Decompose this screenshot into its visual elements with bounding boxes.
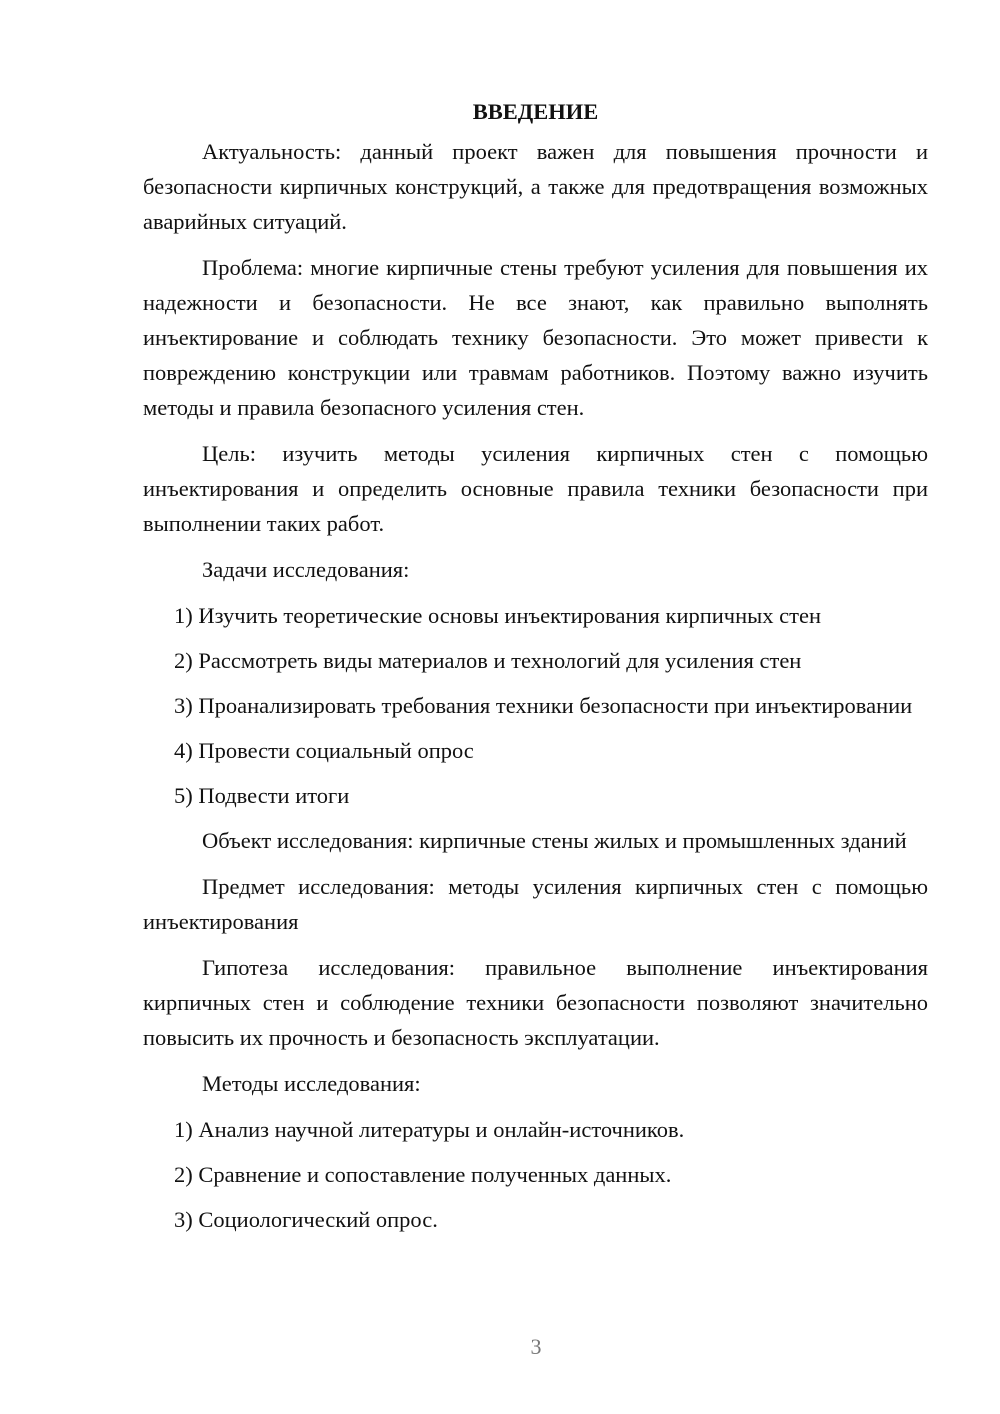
task-item: 4) Провести социальный опрос — [174, 738, 474, 763]
method-item: 2) Сравнение и сопоставление полученных данных. — [174, 1162, 672, 1187]
method-item: 3) Социологический опрос. — [174, 1207, 438, 1232]
tasks-heading: Задачи исследования: — [202, 557, 410, 582]
paragraph-goal: Цель: изучить методы усиления кирпичных стен с помощью инъектирования и определить основные правила техники безопасности при выполнении таких работ. — [143, 441, 928, 536]
page-title: ВВЕДЕНИЕ — [472, 99, 599, 124]
methods-heading: Методы исследования: — [202, 1071, 421, 1096]
paragraph-subject: Предмет исследования: методы усиления кирпичных стен с помощью инъектирования — [143, 874, 928, 934]
paragraph-object: Объект исследования: кирпичные стены жилых и промышленных зданий — [202, 828, 907, 853]
method-item: 1) Анализ научной литературы и онлайн-источников. — [174, 1117, 685, 1142]
task-item: 1) Изучить теоретические основы инъектирования кирпичных стен — [174, 603, 822, 628]
paragraph-problem: Проблема: многие кирпичные стены требуют усиления для повышения их надежности и безопасности. Не все знают, как правильно выполнять инъектирование и соблюдать технику безопасности. Это может привести к повреждению конструкции или травмам работников. Поэтому важно изучить методы и правила безопасного усиления стен. — [143, 255, 928, 420]
page-content — [143, 94, 928, 1247]
task-item: 2) Рассмотреть виды материалов и технологий для усиления стен — [174, 648, 802, 673]
page-number: 3 — [530, 1334, 542, 1359]
task-item: 3) Проанализировать требования техники безопасности при инъектировании — [174, 693, 913, 718]
task-item: 5) Подвести итоги — [174, 783, 350, 808]
paragraph-hypothesis: Гипотеза исследования: правильное выполнение инъектирования кирпичных стен и соблюдение техники безопасности позволяют значительно повысить их прочность и безопасность эксплуатации. — [143, 955, 928, 1050]
paragraph-actuality: Актуальность: данный проект важен для повышения прочности и безопасности кирпичных конструкций, а также для предотвращения возможных аварийных ситуаций. — [143, 139, 928, 234]
